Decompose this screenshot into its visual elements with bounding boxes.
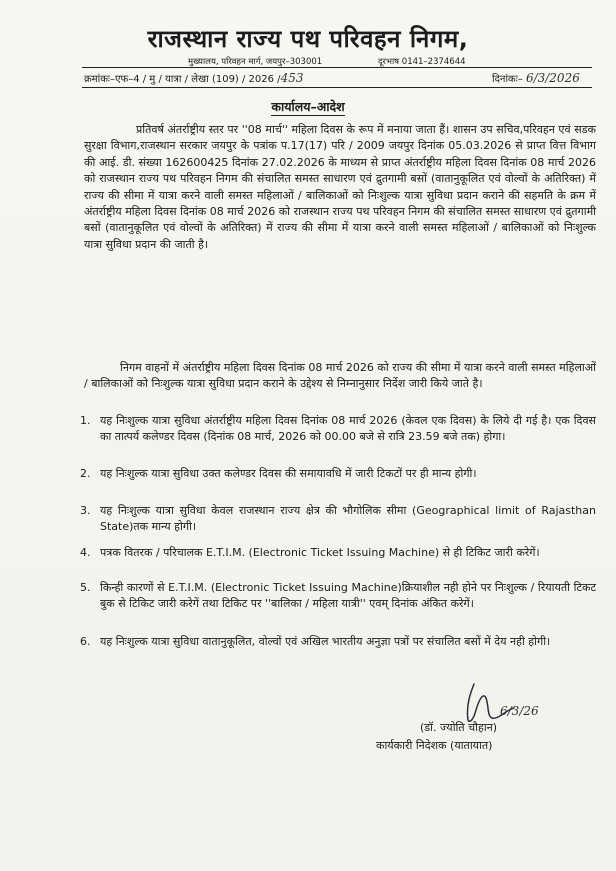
instruction-number: 3. bbox=[80, 504, 91, 517]
instruction-text: पत्रक वितरक / परिचालक E.T.I.M. (Electronic Ticket Issuing Machine) से ही टिकिट जारी करेगें। bbox=[100, 546, 540, 559]
instruction-text: यह निःशुल्क यात्रा सुविधा वातानुकूलित, वोल्वों एवं अखिल भारतीय अनुज्ञा पत्रों पर संचालित बसों में देय नही होगी। bbox=[100, 635, 551, 648]
instruction-number: 5. bbox=[80, 581, 91, 594]
org-address: मुख्यालय, परिवहन मार्ग, जयपुर–303001 bbox=[188, 57, 323, 67]
signer-name: (डॉ. ज्योति चौहान) bbox=[420, 721, 498, 734]
reference-number: क्रमांकः–एफ–4 / मु / यात्रा / लेखा (109) / 2026 / bbox=[84, 74, 281, 85]
instruction-text: यह निःशुल्क यात्रा सुविधा अंतर्राष्ट्रीय महिला दिवस दिनांक 08 मार्च 2026 (केवल एक दिवस) के लिये दी गई है। एक दिवस का तात्पर्य कलेण्डर दिवस (दिनांक 08 मार्च, 2026 को 00.00 बजे से रात्रि 23.59 बजे तक) होगा। bbox=[100, 414, 596, 444]
reference-number-handwritten: 453 bbox=[280, 71, 304, 85]
reference-rule bbox=[82, 87, 592, 88]
signature-date-handwritten: 6/3/26 bbox=[500, 704, 539, 718]
instruction-number: 1. bbox=[80, 414, 91, 427]
order-title-wrap bbox=[0, 98, 616, 115]
order-title: कार्यालय–आदेश bbox=[271, 99, 345, 114]
org-name: राजस्थान राज्य पथ परिवहन निगम, bbox=[147, 25, 469, 53]
date-handwritten: 6/3/2026 bbox=[525, 71, 580, 85]
instruction-text: किन्ही कारणों से E.T.I.M. (Electronic Ticket Issuing Machine)क्रियाशील नही होने पर निःशुल्क / रियायती टिकट बुक से टिकिट जारी करेगें तथा टिकिट पर ''बालिका / महिला यात्री'' एवम् दिनांक अंकित करेगें। bbox=[100, 581, 596, 611]
signer-designation: कार्यकारी निदेशक (यातायात) bbox=[376, 739, 493, 752]
date-label: दिनांकः– bbox=[492, 74, 523, 85]
directive-paragraph: निगम वाहनों में अंतर्राष्ट्रीय महिला दिवस दिनांक 08 मार्च 2026 को राज्य की सीमा में यात्रा करने वाली समस्त महिलाओं / बालिकाओं को निःशुल्क यात्रा सुविधा प्रदान कराने के उद्देश्य से निम्नानुसार निर्देश जारी किये जाते है। bbox=[84, 361, 596, 391]
org-phone: दूरभाष 0141–2374644 bbox=[378, 57, 466, 67]
instruction-number: 6. bbox=[80, 635, 91, 648]
instruction-number: 4. bbox=[80, 546, 91, 559]
instruction-text: यह निःशुल्क यात्रा सुविधा केवल राजस्थान राज्य क्षेत्र की भौगोलिक सीमा (Geographical limit of Rajasthan State)तक मान्य होगी। bbox=[100, 504, 596, 534]
header-rule bbox=[82, 67, 592, 68]
reference-number-line bbox=[84, 71, 303, 85]
intro-paragraph: प्रतिवर्ष अंतर्राष्ट्रीय स्तर पर ''08 मार्च'' महिला दिवस के रूप में मनाया जाता हैं। शासन उप सचिव,परिवहन एवं सडक सुरक्षा विभाग,राजस्थान सरकार जयपुर के पत्रांक प.17(17) परि / 2009 जयपुर दिनांक 05.03.2026 से प्राप्त वित्त विभाग की आई. डी. संख्या 162600425 दिनांक 27.02.2026 के माध्यम से प्राप्त अंतर्राष्ट्रीय महिला दिवस दिनांक 08 मार्च 2026 को राजस्थान राज्य पथ परिवहन निगम की संचालित समस्त साधारण एवं द्रुतगामी बसों (वातानुकूलित एवं वोल्वों के अतिरिक्त) में राज्य की सीमा में यात्रा करने वाली समस्त महिलाओं / बालिकाओं को निःशुल्क यात्रा सुविधा प्रदान कराने की सहमति के क्रम में अंतर्राष्ट्रीय महिला दिवस दिनांक 08 मार्च 2026 को राजस्थान राज्य पथ परिवहन निगम की संचालित समस्त साधारण एवं द्रुतगामी बसों (वातानुकूलित एवं वोल्वों के अतिरिक्त) में राज्य की सीमा में यात्रा करने वाली समस्त महिलाओं / बालिकाओं को निःशुल्क यात्रा सुविधा प्रदान की जाती है। bbox=[84, 123, 596, 251]
reference-date-line bbox=[492, 71, 580, 85]
instruction-number: 2. bbox=[80, 467, 91, 480]
instruction-text: यह निःशुल्क यात्रा सुविधा उक्त कलेण्डर दिवस की समायावधि में जारी टिकटों पर ही मान्य होगी। bbox=[100, 467, 477, 480]
